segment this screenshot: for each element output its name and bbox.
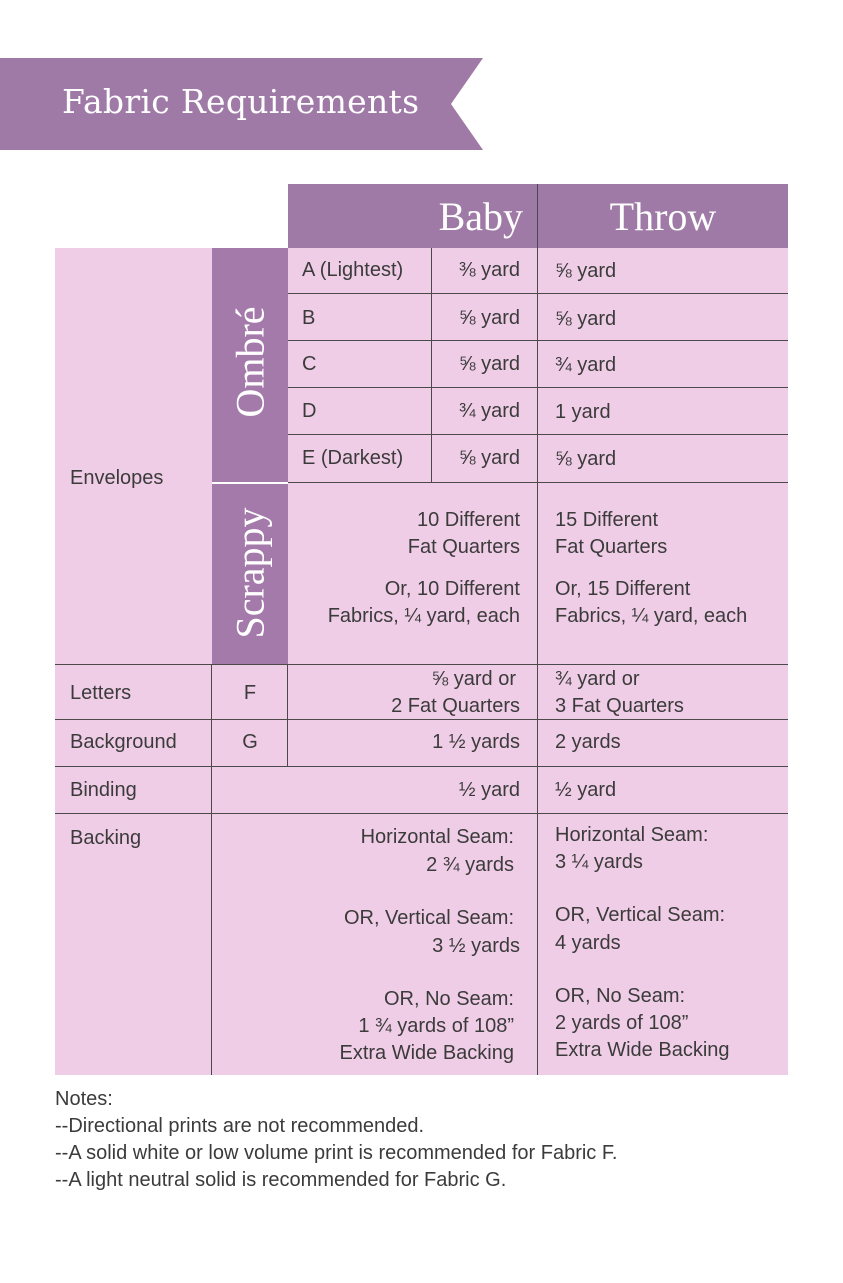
- row-label-binding: Binding: [70, 779, 137, 801]
- binding-baby: ½ yard: [458, 779, 520, 801]
- note-item: --A solid white or low volume print is recommended for Fabric F.: [55, 1142, 618, 1164]
- note-item: --Directional prints are not recommended.: [55, 1115, 425, 1137]
- scrappy-baby-line: 10 Different: [416, 509, 520, 531]
- row-line: [55, 664, 788, 665]
- backing-throw-line: OR, Vertical Seam:: [555, 904, 726, 926]
- ombre-baby: ⅝ yard: [458, 353, 520, 375]
- backing-baby-line: OR, No Seam:: [383, 988, 514, 1010]
- header-throw: [538, 184, 788, 248]
- row-line: [288, 482, 788, 483]
- row-label-letters: Letters: [70, 682, 132, 704]
- backing-throw-line: Extra Wide Backing: [555, 1039, 730, 1061]
- background-code: G: [242, 731, 258, 753]
- row-line: [288, 293, 788, 294]
- ombre-label: B: [302, 307, 316, 329]
- scrappy-throw-line: Fat Quarters: [555, 536, 668, 558]
- backing-throw-line: 2 yards of 108”: [555, 1012, 689, 1034]
- row-line: [288, 387, 788, 388]
- ombre-throw: ⅝ yard: [555, 260, 617, 282]
- ombre-throw: ⅝ yard: [555, 308, 617, 330]
- backing-throw-line: Horizontal Seam:: [555, 824, 709, 846]
- title-banner: [0, 58, 483, 150]
- row-label-background: Background: [70, 731, 177, 753]
- backing-baby-line: Horizontal Seam:: [360, 826, 514, 848]
- ombre-throw: ¾ yard: [555, 354, 617, 376]
- notes-heading: Notes:: [55, 1088, 113, 1110]
- col-line: [537, 184, 538, 1075]
- row-line: [55, 813, 788, 814]
- ombre-label: A (Lightest): [302, 259, 404, 281]
- backing-baby-line: 2 ¾ yards: [426, 854, 514, 876]
- header-throw-label: Throw: [609, 193, 717, 239]
- group-scrappy-label: Scrappy: [227, 507, 273, 639]
- ombre-baby: ⅜ yard: [458, 259, 520, 281]
- ombre-label: D: [302, 400, 317, 422]
- letters-throw-line: 3 Fat Quarters: [555, 695, 684, 717]
- backing-baby-line: 1 ¾ yards of 108”: [358, 1015, 514, 1037]
- col-line: [211, 664, 212, 1075]
- backing-baby-line: OR, Vertical Seam:: [343, 907, 514, 929]
- header-spacer: [288, 184, 440, 248]
- letters-throw-line: ¾ yard or: [555, 668, 640, 690]
- backing-baby-line: Extra Wide Backing: [339, 1042, 514, 1064]
- scrappy-throw-line: Fabrics, ¼ yard, each: [555, 605, 748, 627]
- ombre-label: C: [302, 353, 317, 375]
- scrappy-baby-line: Or, 10 Different: [384, 578, 520, 600]
- scrappy-baby-line: Fat Quarters: [407, 536, 520, 558]
- binding-throw: ½ yard: [555, 779, 617, 801]
- letters-baby-line: 2 Fat Quarters: [391, 695, 520, 717]
- page-title: Fabric Requirements: [62, 82, 420, 121]
- row-line: [288, 434, 788, 435]
- scrappy-baby-line: Fabrics, ¼ yard, each: [327, 605, 520, 627]
- backing-throw-line: OR, No Seam:: [555, 985, 686, 1007]
- background-throw: 2 yards: [555, 731, 621, 753]
- row-label-backing: Backing: [70, 827, 142, 849]
- ombre-baby: ⅝ yard: [458, 307, 520, 329]
- letters-code: F: [243, 682, 257, 704]
- scrappy-throw-line: Or, 15 Different: [555, 578, 691, 600]
- backing-baby-line: 3 ½ yards: [432, 935, 520, 957]
- ombre-throw: ⅝ yard: [555, 448, 617, 470]
- header-baby: [430, 184, 537, 248]
- row-line: [288, 340, 788, 341]
- row-line: [55, 766, 788, 767]
- backing-throw-line: 3 ¼ yards: [555, 851, 643, 873]
- ombre-throw: 1 yard: [555, 401, 611, 423]
- row-label-envelopes: Envelopes: [70, 467, 164, 489]
- group-divider: [212, 482, 288, 484]
- header-baby-label: Baby: [438, 193, 523, 239]
- scrappy-throw-line: 15 Different: [555, 509, 659, 531]
- group-ombre-label: Ombré: [227, 306, 273, 418]
- note-item: --A light neutral solid is recommended for Fabric G.: [55, 1169, 507, 1191]
- letters-baby-line: ⅝ yard or: [431, 668, 516, 690]
- backing-throw-line: 4 yards: [555, 932, 621, 954]
- ombre-baby: ⅝ yard: [458, 447, 520, 469]
- notes: [55, 1086, 617, 1194]
- ombre-baby: ¾ yard: [458, 400, 520, 422]
- ombre-label: E (Darkest): [302, 447, 404, 469]
- background-baby: 1 ½ yards: [432, 731, 520, 753]
